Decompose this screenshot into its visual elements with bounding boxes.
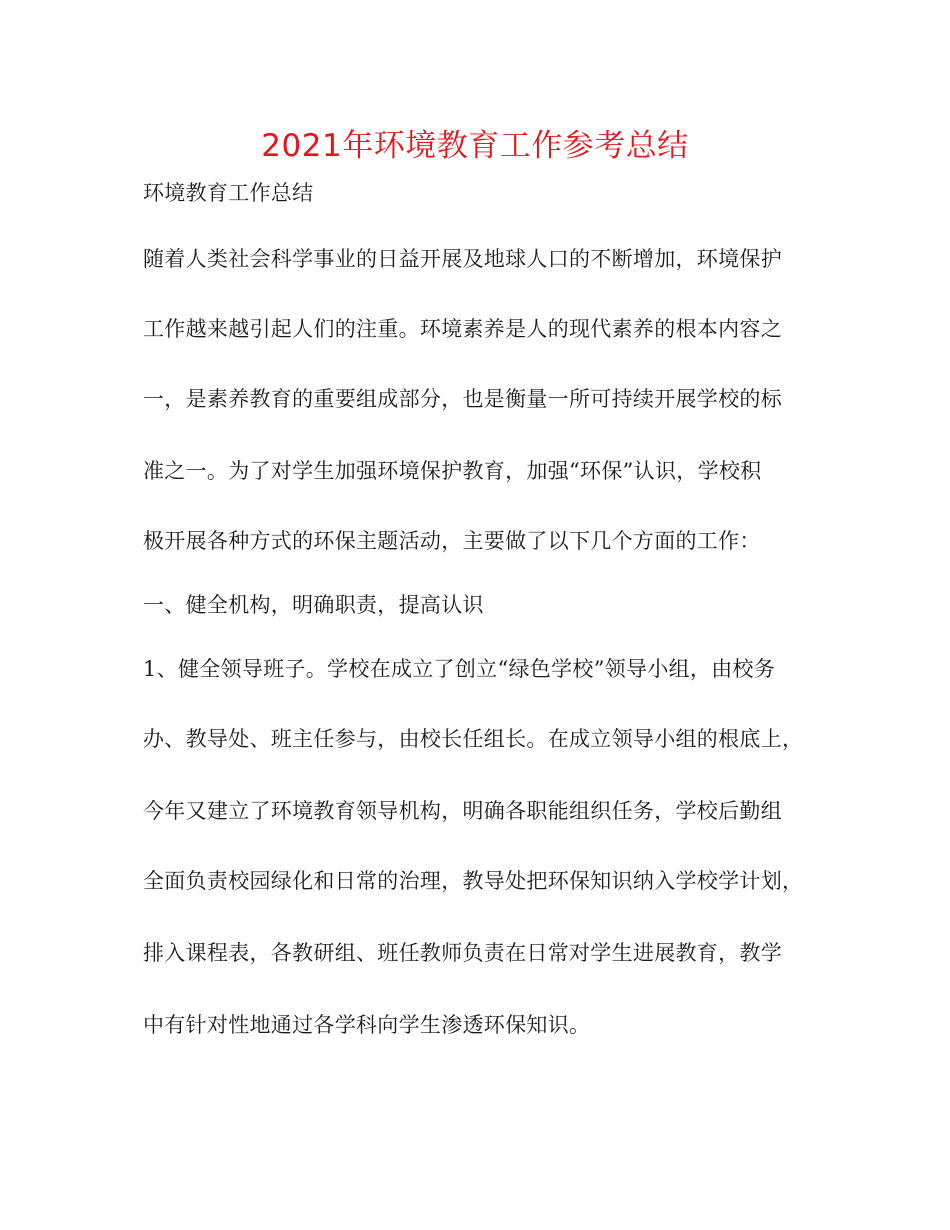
paragraph-line: 全面负责校园绿化和日常的治理，教导处把环保知识纳入学校学计划， [143, 869, 804, 893]
paragraph-line: 极开展各种方式的环保主题活动，主要做了以下几个方面的工作： [143, 529, 761, 553]
paragraph-line: 中有针对性地通过各学科向学生渗透环保知识。 [143, 1013, 591, 1037]
paragraph-line: 工作越来越引起人们的注重。环境素养是人的现代素养的根本内容之 [143, 317, 782, 341]
paragraph-line: 办、教导处、班主任参与，由校长任组长。在成立领导小组的根底上， [143, 727, 804, 751]
paragraph-line: 准之一。为了对学生加强环境保护教育，加强“环保”认识，学校积 [143, 459, 762, 483]
paragraph-line: 1、健全领导班子。学校在成立了创立“绿色学校”领导小组，由校务 [143, 657, 776, 681]
paragraph-line: 一，是素养教育的重要组成部分，也是衡量一所可持续开展学校的标 [143, 387, 782, 411]
document-title: 2021年环境教育工作参考总结 [261, 128, 689, 164]
paragraph-line: 随着人类社会科学事业的日益开展及地球人口的不断增加，环境保护 [143, 247, 782, 271]
paragraph-line: 排入课程表，各教研组、班任教师负责在日常对学生进展教育，教学 [143, 941, 782, 965]
section-heading: 一、健全机构，明确职责，提高认识 [143, 593, 484, 617]
subtitle-line: 环境教育工作总结 [143, 181, 314, 205]
paragraph-line: 今年又建立了环境教育领导机构，明确各职能组织任务，学校后勤组 [143, 799, 782, 823]
